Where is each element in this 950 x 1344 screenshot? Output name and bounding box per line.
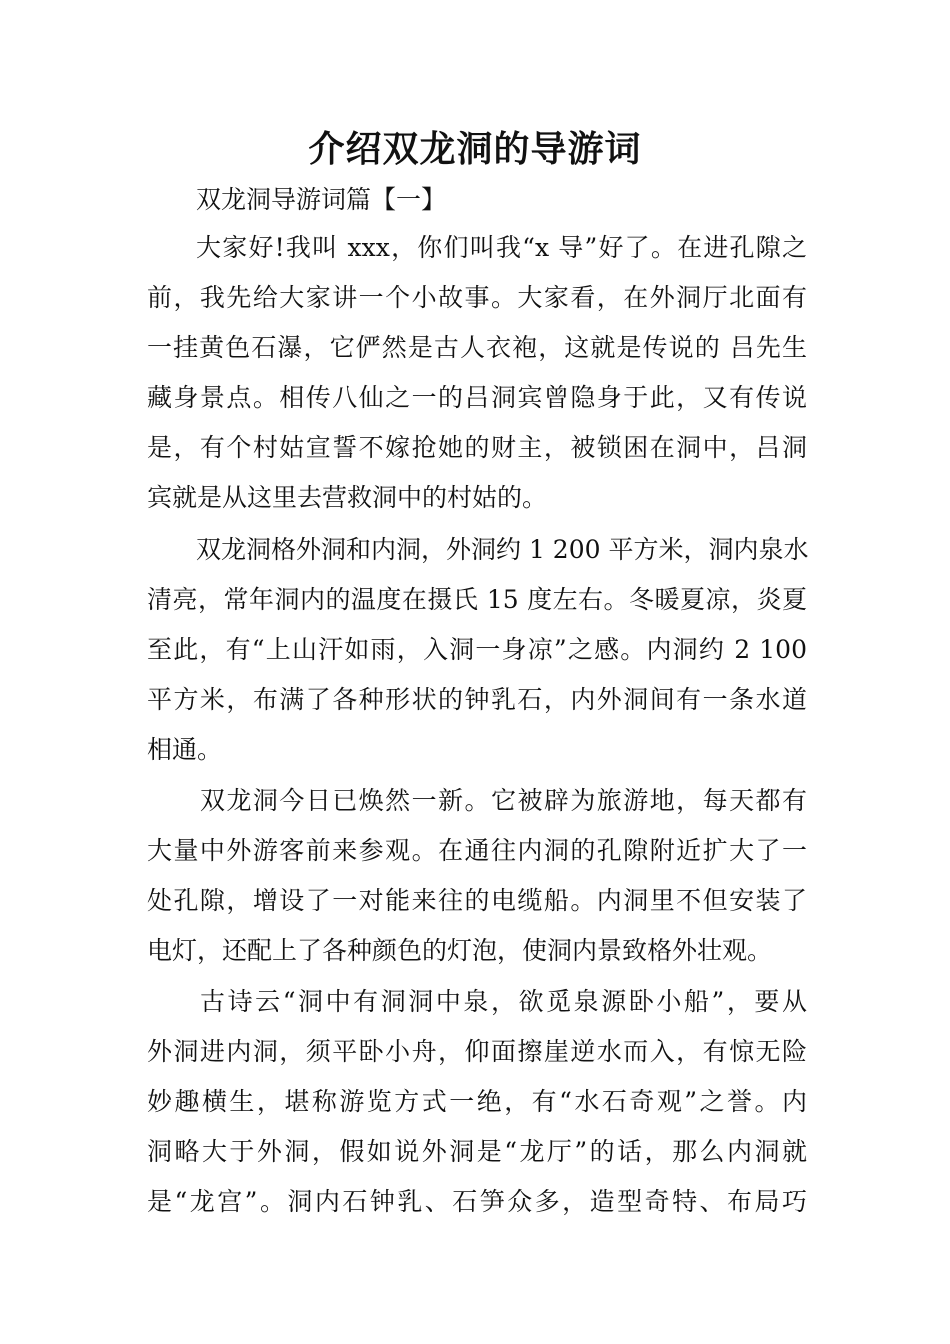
paragraph-line: 外洞进内洞，须平卧小舟，仰面擦崖逆水而入，有惊无险 [147,1037,807,1066]
paragraph-line: 是“龙宫”。洞内石钟乳、石笋众多，造型奇特、布局巧 [147,1187,807,1216]
paragraph-line: 处孔隙，增设了一对能来往的电缆船。内洞里不但安装了 [147,886,807,915]
paragraph-line: 平方米，布满了各种形状的钟乳石，内外洞间有一条水道 [147,685,807,714]
paragraph-line: 相通。 [147,735,223,764]
paragraph-line: 前，我先给大家讲一个小故事。大家看，在外洞厅北面有 [147,283,807,312]
paragraph-line: 清亮，常年洞内的温度在摄氏 15 度左右。冬暖夏凉，炎夏 [147,585,807,614]
paragraph-line: 洞略大于外洞，假如说外洞是“龙厅”的话，那么内洞就 [147,1137,807,1166]
document-subtitle: 双龙洞导游词篇【一】 [196,185,447,214]
document-title: 介绍双龙洞的导游词 [308,129,642,170]
paragraph-line: 藏身景点。相传八仙之一的吕洞宾曾隐身于此，又有传说 [147,383,807,412]
paragraph-line: 双龙洞今日已焕然一新。它被辟为旅游地，每天都有 [200,786,807,815]
paragraph-line: 双龙洞格外洞和内洞，外洞约 1 200 平方米，洞内泉水 [196,535,809,564]
paragraph-line: 大量中外游客前来参观。在通往内洞的孔隙附近扩大了一 [147,836,807,865]
paragraph-line: 大家好!我叫 xxx，你们叫我“x 导”好了。在进孔隙之 [196,233,807,262]
paragraph-line: 电灯，还配上了各种颜色的灯泡，使洞内景致格外壮观。 [147,936,773,965]
paragraph-line: 是，有个村姑宣誓不嫁抢她的财主，被锁困在洞中，吕洞 [147,433,807,462]
paragraph-line: 古诗云“洞中有洞洞中泉，欲觅泉源卧小船”，要从 [200,987,807,1016]
paragraph-line: 一挂黄色石瀑，它俨然是古人衣袍，这就是传说的 吕先生 [147,333,807,362]
paragraph-line: 妙趣横生，堪称游览方式一绝，有“水石奇观”之誉。内 [147,1087,807,1116]
paragraph-line: 至此，有“上山汗如雨，入洞一身凉”之感。内洞约 2 100 [147,635,807,664]
paragraph-line: 宾就是从这里去营救洞中的村姑的。 [147,483,548,512]
